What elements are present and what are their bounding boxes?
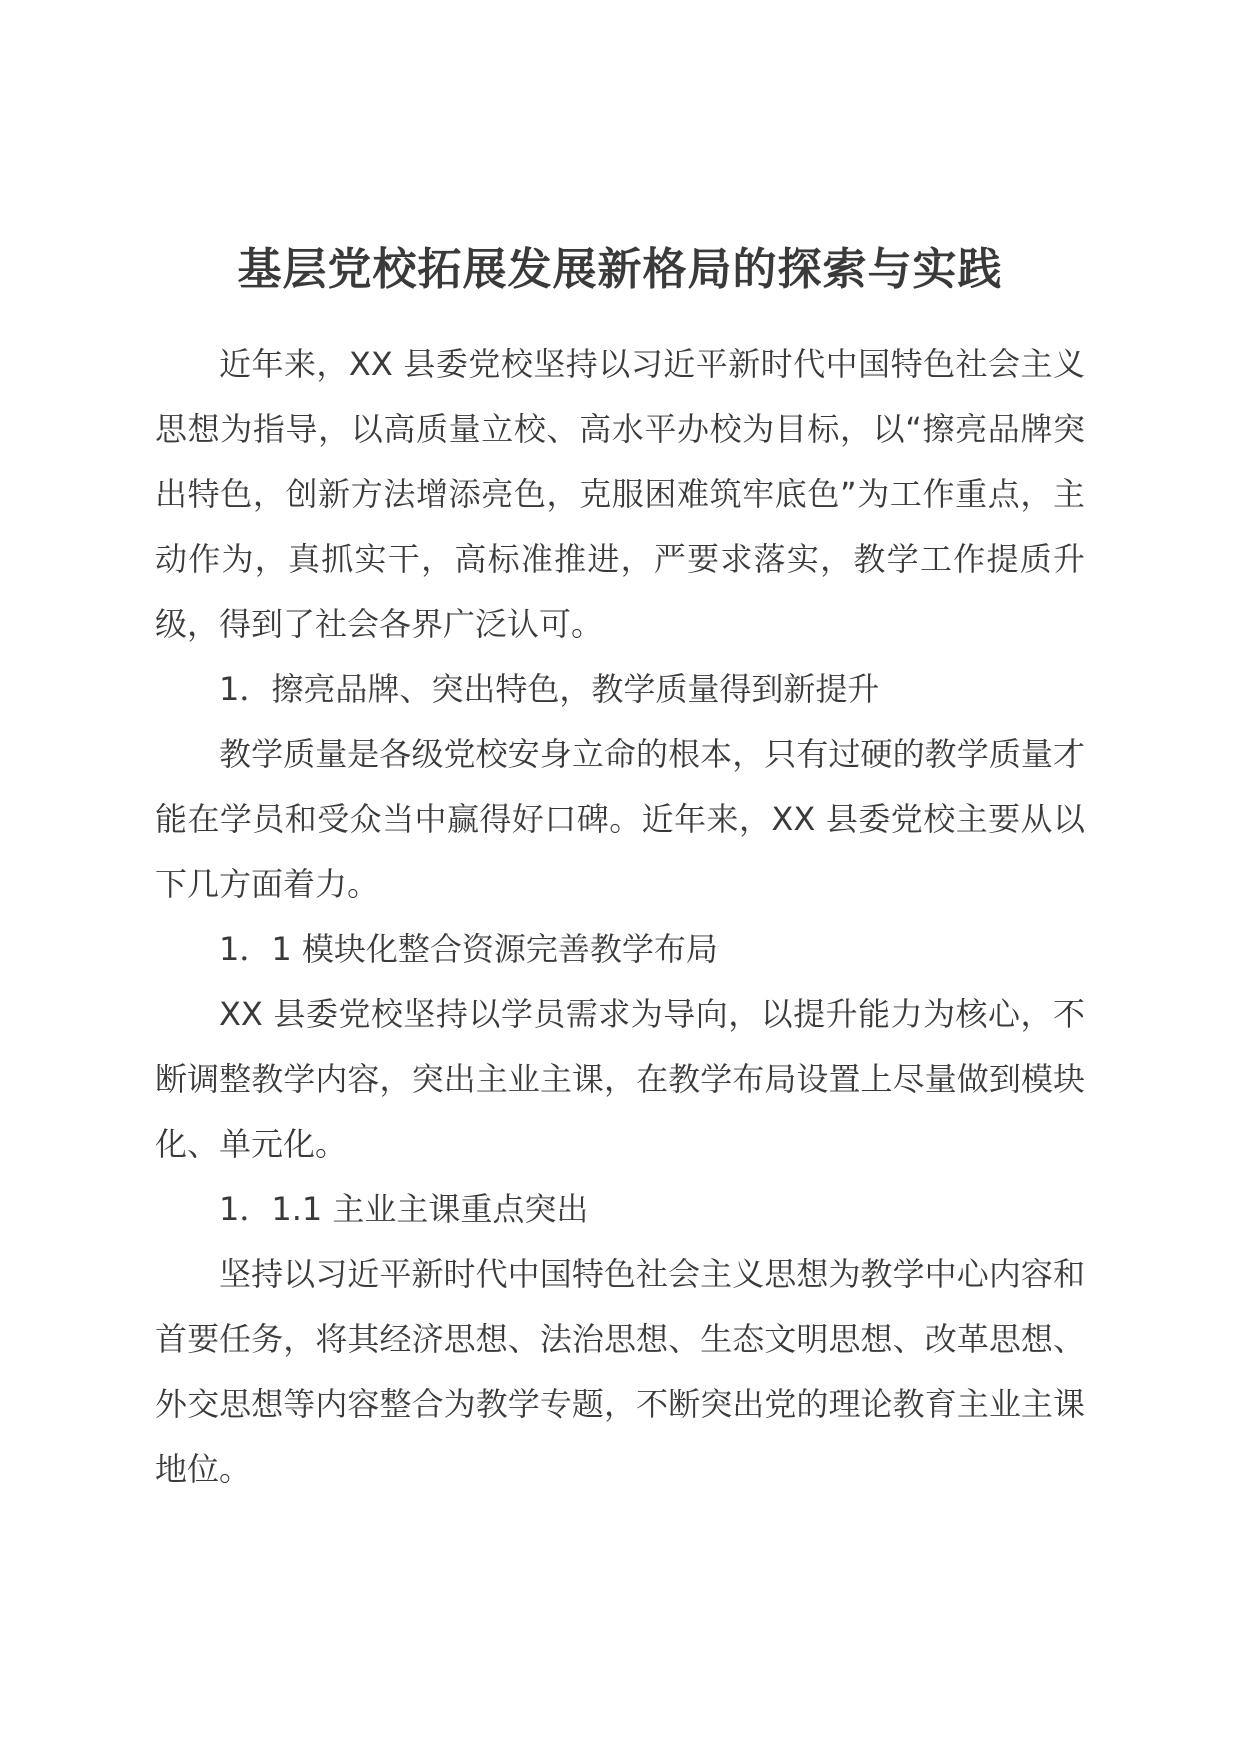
paragraph-intro: 近年来，XX 县委党校坚持以习近平新时代中国特色社会主义思想为指导，以高质量立校、高水平办校为目标，以“擦亮品牌突出特色，创新方法增添亮色，克服困难筑牢底色”为工作重点，主动作为，真抓实干，高标准推进，严要求落实，教学工作提质升级，得到了社会各界广泛认可。 xyxy=(155,345,1085,643)
paragraph-main-courses: 坚持以习近平新时代中国特色社会主义思想为教学中心内容和首要任务，将其经济思想、法治思想、生态文明思想、改革思想、外交思想等内容整合为教学专题，不断突出党的理论教育主业主课地位。 xyxy=(155,1255,1085,1488)
paragraph-modular-integration: XX 县委党校坚持以学员需求为导向，以提升能力为核心，不断调整教学内容，突出主业主课，在教学布局设置上尽量做到模块化、单元化。 xyxy=(155,995,1085,1163)
section-heading-1-1: 1．1 模块化整合资源完善教学布局 xyxy=(219,930,718,968)
document-body xyxy=(155,332,1085,1502)
paragraph-teaching-quality: 教学质量是各级党校安身立命的根本，只有过硬的教学质量才能在学员和受众当中赢得好口碑。近年来，XX 县委党校主要从以下几方面着力。 xyxy=(155,735,1085,903)
document-title: 基层党校拓展发展新格局的探索与实践 xyxy=(237,244,1003,295)
section-heading-1-1-1: 1．1.1 主业主课重点突出 xyxy=(219,1190,589,1228)
section-heading-1: 1．擦亮品牌、突出特色，教学质量得到新提升 xyxy=(219,670,880,708)
